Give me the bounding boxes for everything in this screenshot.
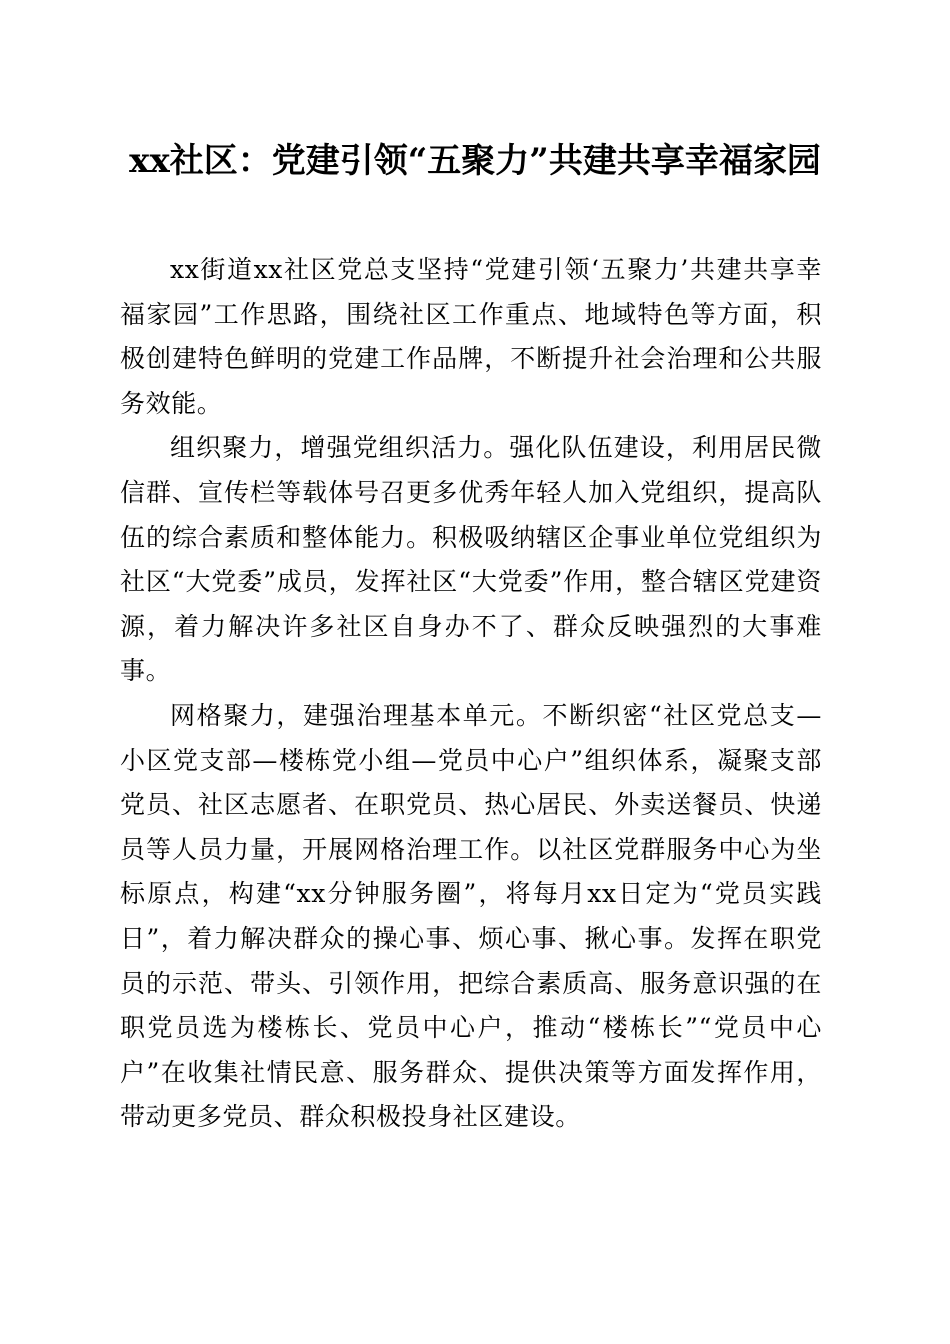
document-body [120,248,822,1140]
paragraph-intro: xx街道xx社区党总支坚持“党建引领‘五聚力’共建共享幸福家园”工作思路，围绕社区工作重点、地域特色等方面，积极创建特色鲜明的党建工作品牌，不断提升社会治理和公共服务效能。 [120,255,822,418]
paragraph-grid: 网格聚力，建强治理基本单元。不断织密“社区党总支—小区党支部—楼栋党小组—党员中心户”组织体系，凝聚支部党员、社区志愿者、在职党员、热心居民、外卖送餐员、快递员等人员力量，开展网格治理工作。以社区党群服务中心为坐标原点，构建“xx分钟服务圈”，将每月xx日定为“党员实践日”，着力解决群众的操心事、烦心事、揪心事。发挥在职党员的示范、带头、引领作用，把综合素质高、服务意识强的在职党员选为楼栋长、党员中心户，推动“楼栋长”“党员中心户”在收集社情民意、服务群众、提供决策等方面发挥作用，带动更多党员、群众积极投身社区建设。 [120,700,822,1132]
paragraph-organization: 组织聚力，增强党组织活力。强化队伍建设，利用居民微信群、宣传栏等载体号召更多优秀年轻人加入党组织，提高队伍的综合素质和整体能力。积极吸纳辖区企事业单位党组织为社区“大党委”成员，发挥社区“大党委”作用，整合辖区党建资源，着力解决许多社区自身办不了、群众反映强烈的大事难事。 [120,433,822,686]
document-title: xx社区：党建引领“五聚力”共建共享幸福家园 [129,141,821,181]
